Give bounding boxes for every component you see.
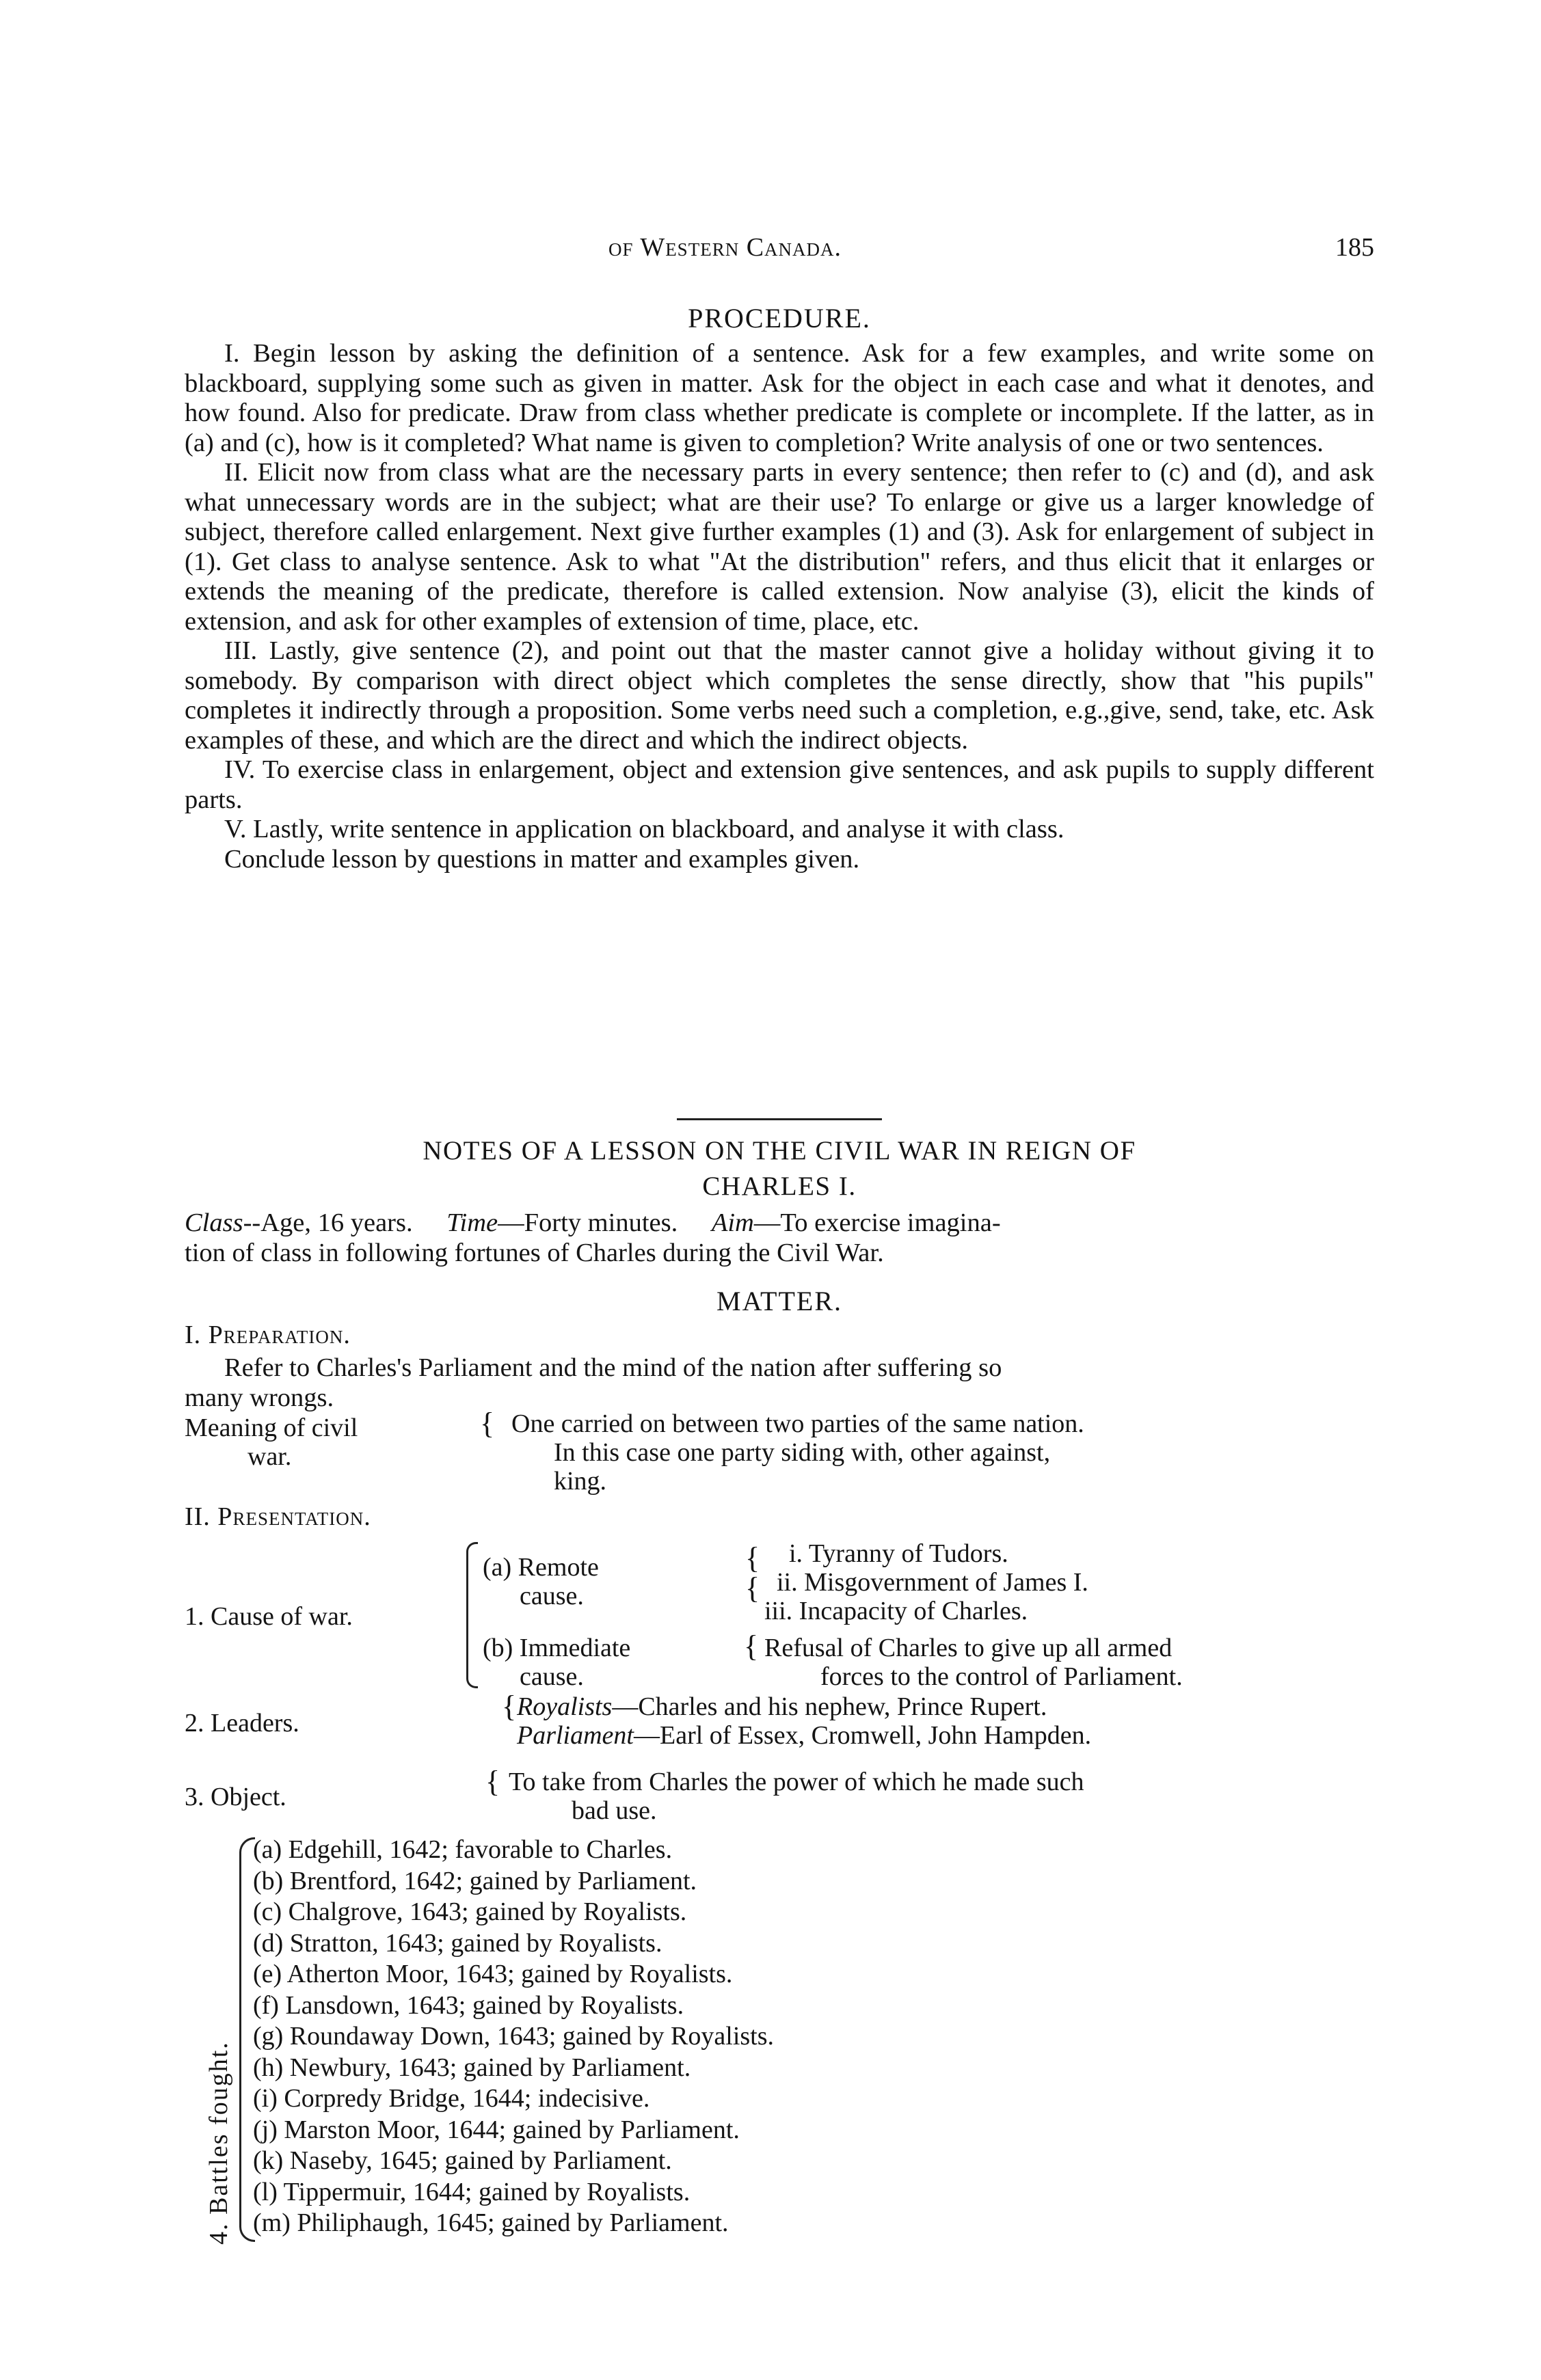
class-label: Class	[185, 1208, 243, 1237]
parliament-text: —Earl of Essex, Cromwell, John Hampden.	[633, 1721, 1092, 1750]
remote-causes	[764, 1539, 1088, 1625]
time-label: Time	[446, 1208, 498, 1237]
object-label: 3. Object.	[185, 1783, 286, 1811]
leaders-label: 2. Leaders.	[185, 1709, 299, 1737]
object-text: To take from Charles the power of which he made such bad use.	[509, 1768, 1084, 1825]
royalists-label: Royalists	[517, 1692, 613, 1721]
procedure-heading: PROCEDURE.	[688, 303, 871, 334]
remote-item-1: i. Tyranny of Tudors.	[789, 1539, 1008, 1568]
battle-item: (h) Newbury, 1643; gained by Parliament.	[253, 2053, 691, 2082]
procedure-paragraph-5: V. Lastly, write sentence in application on blackboard, and analyse it with class.	[224, 815, 1064, 843]
battle-item: (g) Roundaway Down, 1643; gained by Royalists.	[253, 2022, 775, 2051]
immediate-cause-label: (b) Immediate cause.	[483, 1634, 631, 1691]
remote-cause-label: (a) Remote cause.	[483, 1553, 599, 1610]
leaders-brace: {	[502, 1690, 517, 1723]
time-value: —Forty minutes.	[498, 1208, 678, 1237]
immediate-brace: {	[744, 1630, 759, 1663]
leaders-list	[517, 1692, 1091, 1750]
procedure-paragraph-3: III. Lastly, give sentence (2), and point out that the master cannot give a holiday without giving it to somebody. By comparison with direct object which completes the sense directly, show that "his pupils" completes it indirectly through a proposition. Some verbs need such a completion, e.g.,give, send, take, etc. Ask examples of these, and which are the direct and which the indirect objects.	[185, 636, 1374, 755]
royalists-text: —Charles and his nephew, Prince Rupert.	[612, 1692, 1047, 1721]
presentation-heading: II. Presentation.	[185, 1502, 371, 1531]
battle-item: (m) Philiphaugh, 1645; gained by Parliament.	[253, 2208, 729, 2237]
running-title: of Western Canada.	[608, 233, 842, 262]
cause-brace	[466, 1542, 478, 1688]
aim-value: —To exercise imagina-	[753, 1208, 1001, 1237]
object-brace: {	[485, 1765, 500, 1798]
aim-label: Aim	[711, 1208, 754, 1237]
parliament-label: Parliament	[517, 1721, 634, 1750]
civil-war-definition: One carried on between two parties of the same nation. In this case one party siding with, other against, king.	[511, 1409, 1084, 1496]
section-divider	[677, 1118, 882, 1120]
battles-label: 4. Battles fought.	[204, 2041, 233, 2245]
civil-war-brace: {	[480, 1407, 495, 1440]
preparation-heading: I. Preparation.	[185, 1321, 351, 1349]
notes-title	[185, 1133, 1374, 1204]
battle-item: (i) Corpredy Bridge, 1644; indecisive.	[253, 2084, 650, 2113]
procedure-paragraph-4: IV. To exercise class in enlargement, object and extension give sentences, and ask pupils to supply different parts.	[185, 755, 1374, 814]
battle-item: (b) Brentford, 1642; gained by Parliament.	[253, 1866, 697, 1895]
battle-item: (k) Naseby, 1645; gained by Parliament.	[253, 2146, 672, 2175]
battle-item: (l) Tippermuir, 1644; gained by Royalists.	[253, 2177, 691, 2206]
civil-war-label: Meaning of civil war.	[185, 1414, 358, 1471]
procedure-paragraph-1: I. Begin lesson by asking the definition of a sentence. Ask for a few examples, and write some on blackboard, supplying some such as given in matter. Ask for the object in each case and what it denotes, and how found. Also for predicate. Draw from class whether predicate is complete or incomplete. If the latter, as in (a) and (c), how is it completed? What name is given to completion? Write analysis of one or two sentences.	[185, 339, 1374, 457]
class-value: --Age, 16 years.	[243, 1208, 413, 1237]
procedure-paragraph-6: Conclude lesson by questions in matter and examples given.	[224, 844, 860, 874]
lesson-meta	[185, 1208, 1374, 1268]
battle-item: (e) Atherton Moor, 1643; gained by Royalists.	[253, 1960, 733, 1988]
matter-heading: MATTER.	[716, 1286, 842, 1316]
immediate-cause-text: Refusal of Charles to give up all armed forces to the control of Parliament.	[764, 1634, 1183, 1691]
battle-item: (f) Lansdown, 1643; gained by Royalists.	[253, 1990, 684, 2020]
battle-item: (a) Edgehill, 1642; favorable to Charles.	[253, 1835, 673, 1864]
battle-item: (d) Stratton, 1643; gained by Royalists.	[253, 1928, 662, 1958]
remote-brace: { {	[745, 1541, 760, 1605]
notes-title-line-2: CHARLES I.	[702, 1172, 857, 1201]
cause-of-war-label: 1. Cause of war.	[185, 1602, 353, 1631]
notes-title-line-1: NOTES OF A LESSON ON THE CIVIL WAR IN REIGN OF	[423, 1136, 1136, 1165]
battles-list	[253, 1835, 774, 2239]
running-header	[185, 232, 1374, 273]
procedure-paragraph-2: II. Elicit now from class what are the necessary parts in every sentence; then refer to (c) and (d), and ask what unnecessary words are in the subject; what are their use? To enlarge or give us a larger knowledge of subject, therefore called enlargement. Next give further examples (1) and (3). Ask for enlargement of subject in (1). Get class to analyse sentence. Ask to what "At the distribution" refers, and thus elicit that it enlarges or extends the meaning of the predicate, therefore is called extension. Now analyise (3), elicit the kinds of extension, and ask for other examples of extension of time, place, etc.	[185, 458, 1374, 636]
remote-item-3: iii. Incapacity of Charles.	[764, 1597, 1028, 1625]
remote-item-2: ii. Misgovernment of James I.	[777, 1568, 1088, 1597]
preparation-text: Refer to Charles's Parliament and the mind of the nation after suffering so many wrongs.	[185, 1353, 1002, 1412]
page-number: 185	[1335, 233, 1374, 262]
battle-item: (c) Chalgrove, 1643; gained by Royalists.	[253, 1897, 687, 1926]
procedure-section	[185, 339, 1374, 874]
battle-item: (j) Marston Moor, 1644; gained by Parliament.	[253, 2115, 740, 2144]
aim-continuation: tion of class in following fortunes of Charles during the Civil War.	[185, 1238, 884, 1267]
